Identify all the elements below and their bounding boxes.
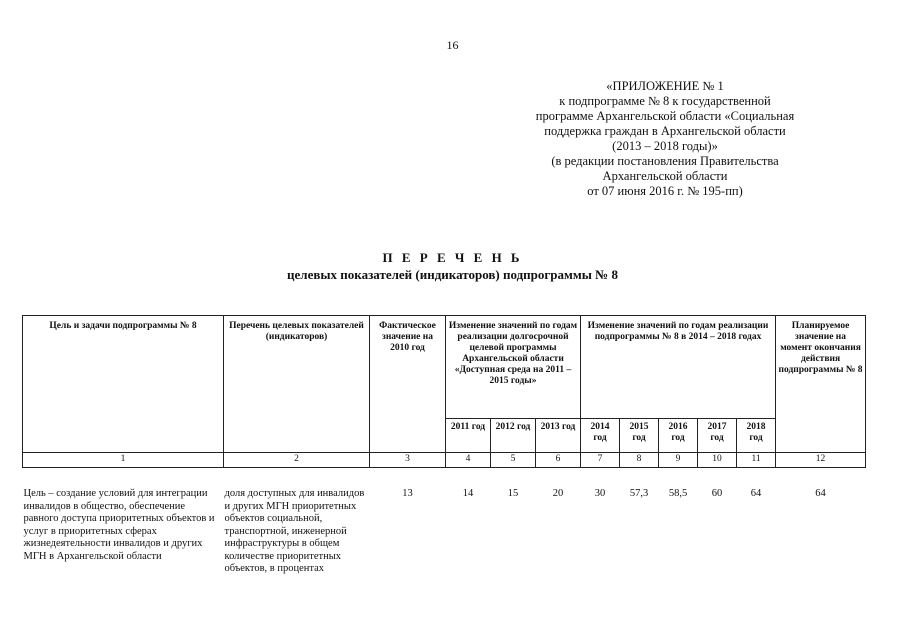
value-cell: 13 [402,488,413,499]
column-number: 7 [581,453,620,468]
header-long-term-program: Изменение значений по годам реализации долгосрочной целевой программы Архангельской области «Доступная среда на 2011 – 2015 годы» [446,316,581,419]
header-goal: Цель и задачи подпрограммы № 8 [23,316,224,453]
value-cell: 64 [750,488,762,499]
header-year: 2011 год [446,419,491,453]
header-indicators: Перечень целевых показателей (индикаторов) [224,316,370,453]
header-year: 2017 год [698,419,737,453]
column-number: 6 [536,453,581,468]
planned-value-cell: 64 [815,488,826,499]
value-cell: 60 [711,488,723,499]
column-number: 1 [23,453,224,468]
value-cell: 30 [594,488,606,499]
indicators-table [22,315,866,576]
appendix-line: (2013 – 2018 годы)» [612,139,718,153]
value-cell: 15 [507,488,519,499]
appendix-line: «ПРИЛОЖЕНИЕ № 1 [606,79,724,93]
indicator-cell: доля доступных для инвалидов и других МГН приоритетных объектов социальной, транспортной, инженерной инфраструктуры в общем количестве приоритетных объектов, в процентах [224,488,365,574]
column-number: 2 [224,453,370,468]
table-row [23,468,866,576]
page-number: 16 [446,38,459,52]
column-number: 4 [446,453,491,468]
value-cell: 58,5 [668,488,688,499]
goal-cell: Цель – создание условий для интеграции инвалидов в общество, обеспечение равного доступа приоритетных объектов и услуг в приоритетных сферах жизнедеятельности инвалидов и других МГН в Архангельской области [23,488,215,562]
header-planned-value: Планируемое значение на момент окончания действия подпрограммы № 8 [776,316,866,453]
column-number: 9 [659,453,698,468]
header-actual-2010: Фактическое значение на 2010 год [370,316,446,453]
appendix-line: поддержка граждан в Архангельской области [544,124,786,138]
header-year: 2012 год [491,419,536,453]
header-year: 2014 год [581,419,620,453]
header-year: 2018 год [737,419,776,453]
header-year: 2016 год [659,419,698,453]
header-year: 2015 год [620,419,659,453]
appendix-line: программе Архангельской области «Социальная [535,109,795,123]
column-number: 10 [698,453,737,468]
column-number: 11 [737,453,776,468]
value-cell: 20 [552,488,564,499]
column-number: 5 [491,453,536,468]
column-number: 3 [370,453,446,468]
header-subprogram-period: Изменение значений по годам реализации подпрограммы № 8 в 2014 – 2018 годах [581,316,776,419]
appendix-line: (в редакции постановления Правительства [551,154,779,168]
column-number-row [23,453,866,468]
header-year: 2013 год [536,419,581,453]
appendix-line: Архангельской области [602,169,728,183]
document-title: П Е Р Е Ч Е Н Ь [382,250,523,265]
appendix-line: к подпрограмме № 8 к государственной [559,94,771,108]
document-subtitle: целевых показателей (индикаторов) подпрограммы № 8 [287,267,618,282]
indicators-table-wrap [22,315,865,576]
value-cell: 57,3 [629,488,649,499]
appendix-block [470,79,860,199]
column-number: 8 [620,453,659,468]
appendix-line: от 07 июня 2016 г. № 195-пп) [587,184,743,198]
column-number: 12 [776,453,866,468]
value-cell: 14 [462,488,474,499]
